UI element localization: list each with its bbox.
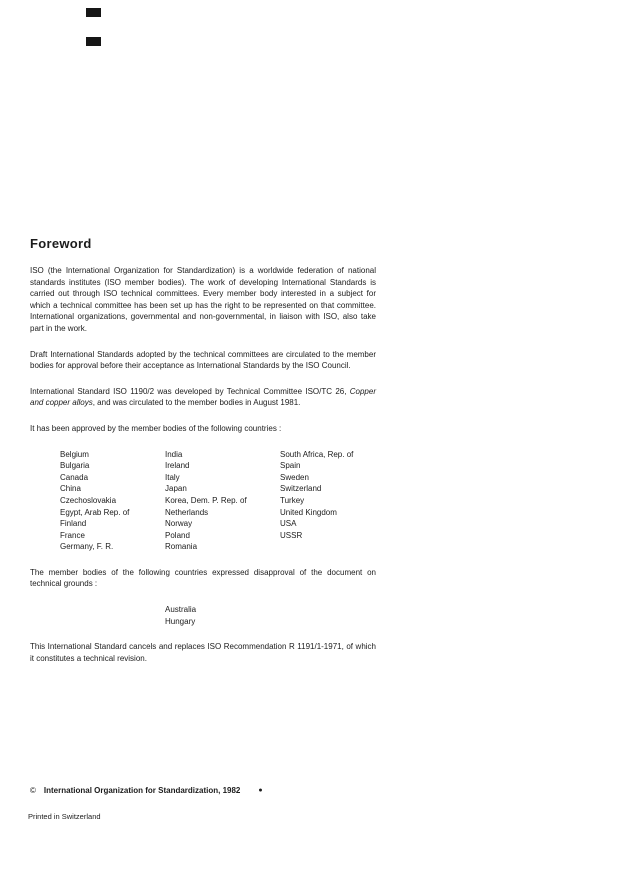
- approving-countries-list: [30, 449, 376, 553]
- country-item: USA: [280, 519, 297, 529]
- country-item: Norway: [165, 519, 193, 529]
- country-item: Germany, F. R.: [60, 542, 114, 552]
- paragraph-iso-intro: ISO (the International Organization for Standardization) is a worldwide federation of national standards institutes (ISO member bodies). The work of developing International Standards is carried out through ISO technical committees. Every member body interested in a subject for which a technical committee has been set up has the right to be represented on that committee. International organizations, governmental and non-governmental, in liaison with ISO, also take part in the work.: [30, 266, 376, 333]
- paragraph-draft-standards: Draft International Standards adopted by the technical committees are circulated to the member bodies for approval before their acceptance as International Standards by the ISO Council.: [30, 349, 376, 371]
- country-item: Switzerland: [280, 484, 322, 494]
- paragraph-text: , and was circulated to the member bodies in August 1981.: [92, 398, 301, 408]
- countries-column-1: [60, 449, 165, 553]
- countries-column-2: [165, 449, 280, 553]
- paragraph-approval-intro: It has been approved by the member bodies of the following countries :: [30, 423, 282, 433]
- country-item: Sweden: [280, 472, 309, 482]
- country-item: USSR: [280, 530, 303, 540]
- country-item: Ireland: [165, 461, 190, 471]
- paragraph-text: International Standard ISO 1190/2 was developed by Technical Committee ISO/TC 26,: [30, 386, 350, 396]
- country-item: United Kingdom: [280, 507, 337, 517]
- country-item: Japan: [165, 484, 187, 494]
- country-item: Finland: [60, 519, 87, 529]
- disapproving-countries-list: [165, 604, 376, 627]
- bullet-icon: ●: [258, 787, 263, 794]
- country-item: Bulgaria: [60, 461, 90, 471]
- paragraph-standard-development: [30, 386, 376, 409]
- paragraph-closing: This International Standard cancels and replaces ISO Recommendation R 1191/1-1971, of which it constitutes a technical revision.: [30, 642, 376, 663]
- country-item: Turkey: [280, 495, 305, 505]
- country-item: France: [60, 530, 85, 540]
- print-registration-mark: [86, 37, 101, 46]
- country-item: Egypt, Arab Rep. of: [60, 507, 130, 517]
- copyright-line: [30, 786, 263, 795]
- country-item: Belgium: [60, 449, 89, 459]
- country-item: China: [60, 484, 81, 494]
- country-item: Netherlands: [165, 507, 209, 517]
- country-item: Hungary: [165, 616, 196, 626]
- copyright-icon: ©: [30, 786, 36, 795]
- paragraph-disapproval-intro: The member bodies of the following countries expressed disapproval of the document on technical grounds :: [30, 567, 376, 589]
- country-item: Korea, Dem. P. Rep. of: [165, 495, 247, 505]
- country-item: India: [165, 449, 183, 459]
- country-item: Romania: [165, 542, 198, 552]
- countries-column-3: [280, 449, 376, 553]
- print-registration-mark: [86, 8, 101, 17]
- country-item: Poland: [165, 530, 190, 540]
- page-content: [30, 236, 376, 678]
- country-item: Spain: [280, 461, 301, 471]
- copyright-text: International Organization for Standardization, 1982: [43, 786, 241, 795]
- country-item: South Africa, Rep. of: [280, 449, 354, 459]
- country-item: Canada: [60, 472, 89, 482]
- page-title: Foreword: [30, 236, 92, 251]
- printed-in-line: Printed in Switzerland: [28, 812, 101, 821]
- country-item: Australia: [165, 605, 197, 615]
- country-item: Italy: [165, 472, 180, 482]
- committee-subject-title: Copper and copper alloys: [30, 386, 376, 408]
- country-item: Czechoslovakia: [60, 495, 117, 505]
